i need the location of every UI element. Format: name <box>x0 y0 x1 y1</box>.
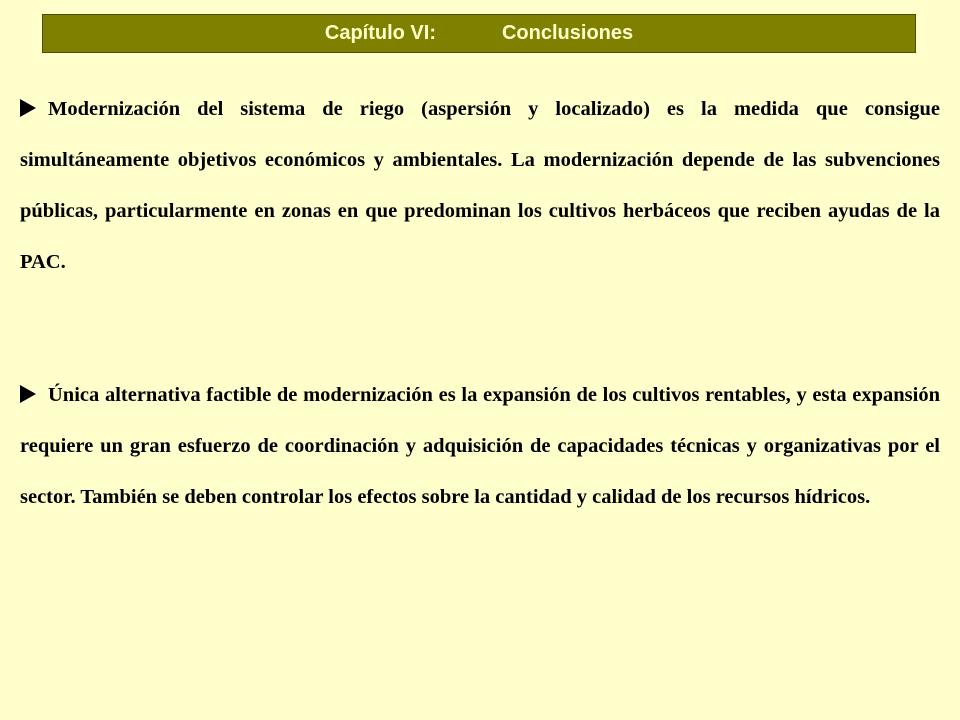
chapter-number: Capítulo VI: <box>324 22 436 44</box>
bullet-text: Única alternativa factible de modernización es la expansión de los cultivos rentables, y esta expansión requiere un gran esfuerzo de coordinación y adquisición de capacidades técnicas y organizativas por el sector. También se deben controlar los efectos sobre la cantidad y calidad de los recursos hídricos. <box>20 384 940 508</box>
arrow-bullet-icon <box>20 385 36 403</box>
bullet-item-alternativa <box>20 370 940 523</box>
bullet-item-modernizacion <box>20 84 940 288</box>
bullet-text: Modernización del sistema de riego (aspersión y localizado) es la medida que consigue simultáneamente objetivos económicos y ambientales. La modernización depende de las subvenciones públicas, particularmente en zonas en que predominan los cultivos herbáceos que reciben ayudas de la PAC. <box>20 98 940 273</box>
chapter-title: Conclusiones <box>501 22 634 44</box>
chapter-title-bar <box>42 14 916 53</box>
arrow-bullet-icon <box>20 99 36 117</box>
